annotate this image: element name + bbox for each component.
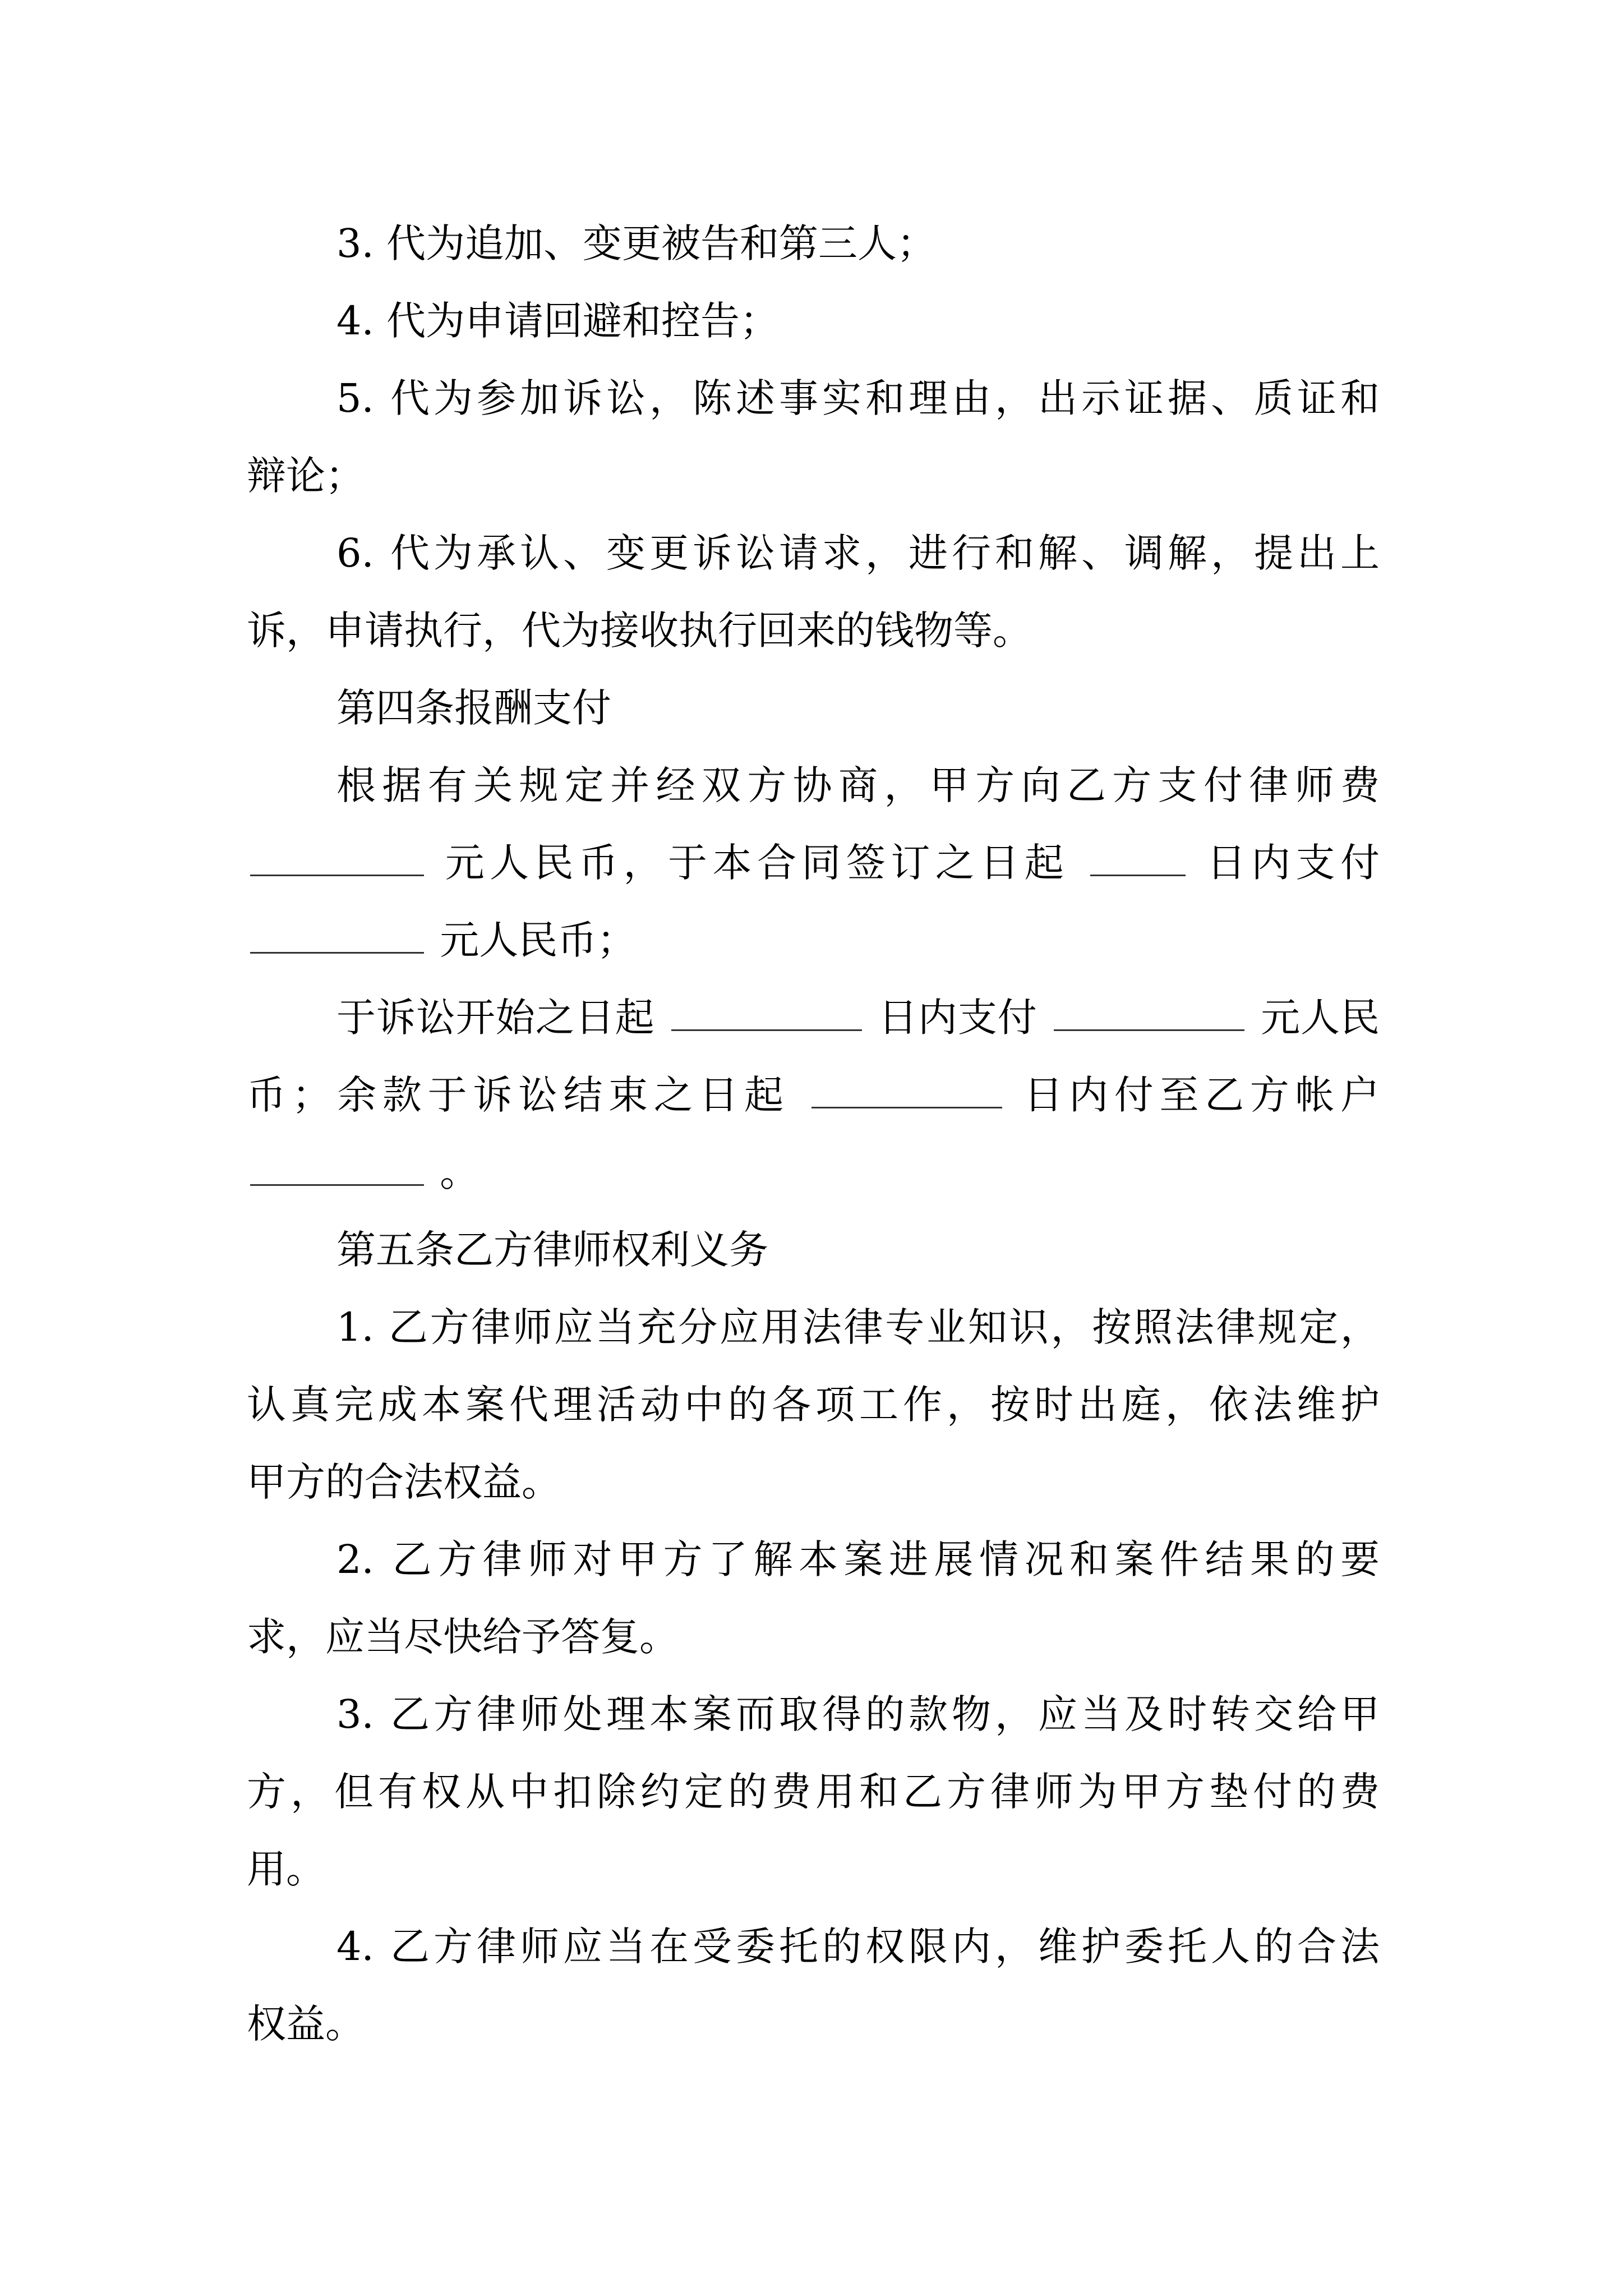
fill-in-blank: [250, 913, 424, 954]
section-heading: [336, 1211, 1380, 1289]
fill-in-blank: [1090, 835, 1186, 876]
text: 求，应当尽快给予答复。: [247, 1614, 679, 1660]
paragraph-line: [336, 282, 1380, 360]
fill-in-blank: [671, 990, 862, 1031]
text: 5. 代为参加诉讼，陈述事实和理由，出示证据、质证和: [336, 375, 1380, 421]
paragraph-line: [247, 1366, 1380, 1443]
text: 日内支付: [1206, 840, 1380, 886]
text: 于诉讼开始之日起: [336, 995, 655, 1041]
text: 元人民: [1261, 995, 1380, 1041]
paragraph-line: [247, 1056, 1380, 1134]
text: 1. 乙方律师应当充分应用法律专业知识，按照法律规定，: [336, 1304, 1380, 1350]
text: 元人民币，于本合同签订之日起: [445, 840, 1069, 886]
text: 用。: [247, 1846, 325, 1892]
section-heading: [336, 669, 1380, 747]
paragraph-line: [247, 1443, 1380, 1521]
text: 诉，申请执行，代为接收执行回来的钱物等。: [247, 608, 1032, 654]
text: 方，但有权从中扣除约定的费用和乙方律师为甲方垫付的费: [247, 1769, 1380, 1815]
text: 辩论；: [247, 453, 365, 499]
paragraph-line: [247, 1598, 1380, 1676]
fill-in-blank: [250, 835, 424, 876]
text: 3. 代为追加、变更被告和第三人；: [336, 220, 937, 266]
paragraph-line: [247, 824, 1380, 901]
paragraph-line: [336, 1676, 1380, 1753]
paragraph-line: [247, 437, 1380, 514]
paragraph-line: [336, 514, 1380, 592]
text: 4. 代为申请回避和控告；: [336, 298, 780, 344]
paragraph-line: [247, 592, 1380, 669]
text: 币；余款于诉讼结束之日起: [247, 1072, 790, 1118]
text: 甲方的合法权益。: [247, 1459, 561, 1505]
paragraph-line: [336, 747, 1380, 824]
text: 3. 乙方律师处理本案而取得的款物，应当及时转交给甲: [336, 1691, 1380, 1737]
paragraph-line: [247, 1985, 1380, 2063]
paragraph-line: [336, 979, 1380, 1056]
text: 2. 乙方律师对甲方了解本案进展情况和案件结果的要: [336, 1536, 1380, 1582]
fill-in-blank: [1054, 990, 1244, 1031]
paragraph-line: [336, 360, 1380, 437]
text: 元人民币；: [440, 917, 637, 963]
text: 日内支付: [878, 995, 1038, 1041]
paragraph-line: [336, 1521, 1380, 1598]
text: 6. 代为承认、变更诉讼请求，进行和解、调解，提出上: [336, 530, 1380, 576]
text: 。: [440, 1149, 479, 1195]
fill-in-blank: [811, 1068, 1002, 1108]
text: 根据有关规定并经双方协商，甲方向乙方支付律师费: [336, 762, 1380, 808]
paragraph-line: [247, 901, 1380, 979]
text: 日内付至乙方帐户: [1023, 1072, 1380, 1118]
paragraph-line: [247, 1830, 1380, 1908]
text: 认真完成本案代理活动中的各项工作，按时出庭，依法维护: [247, 1382, 1380, 1428]
paragraph-line: [247, 1134, 1380, 1211]
paragraph-line: [336, 1908, 1380, 1985]
text: 权益。: [247, 2001, 365, 2047]
text: 第五条乙方律师权利义务: [336, 1227, 768, 1273]
paragraph-line: [336, 1289, 1380, 1366]
text: 第四条报酬支付: [336, 685, 611, 731]
paragraph-line: [247, 1753, 1380, 1830]
fill-in-blank: [250, 1145, 424, 1186]
text: 4. 乙方律师应当在受委托的权限内，维护委托人的合法: [336, 1924, 1380, 1970]
paragraph-line: [336, 205, 1380, 282]
